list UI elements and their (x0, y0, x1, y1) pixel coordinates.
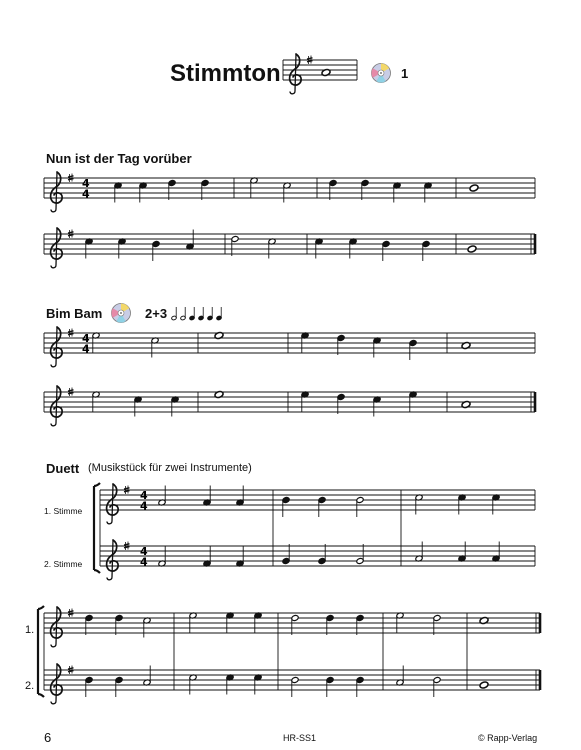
quarter-note (337, 393, 345, 414)
tuning-track-number: 1 (401, 66, 409, 81)
quarter-note (85, 614, 93, 635)
half-note (356, 496, 364, 517)
quarter-note (171, 396, 179, 417)
duett-subtitle: (Musikstück für zwei Instrumente) (88, 462, 252, 474)
svg-text:4: 4 (82, 332, 90, 345)
svg-text:4: 4 (82, 177, 90, 190)
voice-label-1: 1. Stimme (44, 506, 83, 516)
time-signature (140, 545, 148, 569)
half-note (396, 666, 404, 687)
whole-note (469, 184, 479, 192)
quarter-note (282, 496, 290, 517)
svg-text:4: 4 (140, 545, 148, 558)
quarter-note (226, 612, 234, 633)
half-note (189, 674, 197, 695)
half-note (151, 337, 159, 358)
half-note (189, 612, 197, 633)
whole-note (479, 681, 489, 689)
song1-staff-1 (44, 172, 535, 212)
time-signature (82, 332, 90, 356)
voice-label-2: 2. Stimme (44, 559, 83, 569)
quarter-note (114, 182, 122, 203)
quarter-note (326, 676, 334, 697)
half-note (92, 332, 100, 353)
quarter-note (236, 486, 244, 507)
quarter-note (329, 179, 337, 200)
quarter-note (301, 391, 309, 412)
quarter-note (318, 544, 326, 565)
quarter-note (424, 182, 432, 203)
time-signature (82, 177, 90, 201)
quarter-note (361, 179, 369, 200)
cd-icon (112, 304, 131, 323)
quarter-note (356, 614, 364, 635)
song-title-bim-bam: Bim Bam (46, 306, 103, 321)
whole-note (467, 245, 477, 253)
bim-bam-track-number: 2+3 (145, 306, 168, 321)
half-note (268, 238, 276, 259)
half-note (92, 391, 100, 412)
quarter-note (409, 391, 417, 412)
half-note (283, 182, 291, 203)
song1-staff-2 (44, 228, 535, 268)
tuning-title: Stimmton (170, 60, 281, 87)
half-note (415, 494, 423, 515)
cd-icon (372, 64, 391, 83)
svg-text:4: 4 (82, 342, 90, 356)
svg-text:4: 4 (82, 187, 90, 201)
half-note (158, 486, 166, 507)
quarter-note (152, 240, 160, 261)
quarter-note (236, 547, 244, 568)
page-number: 6 (44, 730, 52, 745)
quarter-note (349, 238, 357, 259)
quarter-note (226, 674, 234, 695)
quarter-note (118, 238, 126, 259)
footer-publisher: © Rapp-Verlag (478, 733, 538, 743)
quarter-note (315, 238, 323, 259)
half-note (291, 676, 299, 697)
quarter-note (168, 179, 176, 200)
quarter-note (458, 494, 466, 515)
quarter-note (134, 396, 142, 417)
svg-text:4: 4 (140, 555, 148, 569)
half-note (143, 666, 151, 687)
half-note (415, 542, 423, 563)
system-number-2: 2. (25, 680, 35, 692)
quarter-note (115, 676, 123, 697)
system-bracket (38, 606, 44, 697)
half-note (433, 676, 441, 697)
quarter-note (301, 332, 309, 353)
quarter-note (282, 544, 290, 565)
quarter-note (203, 547, 211, 568)
quarter-note (326, 614, 334, 635)
quarter-note (85, 676, 93, 697)
quarter-note (382, 240, 390, 261)
system-number-1: 1. (25, 624, 35, 636)
quarter-note (254, 612, 262, 633)
quarter-note (492, 542, 500, 563)
half-note (356, 544, 364, 565)
quarter-note (373, 337, 381, 358)
quarter-note (337, 334, 345, 355)
system-bracket (94, 483, 100, 573)
quarter-note (393, 182, 401, 203)
quarter-note (492, 494, 500, 515)
quarter-note (186, 230, 194, 251)
half-note (396, 612, 404, 633)
svg-text:4: 4 (140, 499, 148, 513)
quarter-note (203, 486, 211, 507)
footer-code: HR-SS1 (283, 733, 317, 743)
half-note (250, 177, 258, 198)
time-signature (140, 489, 148, 513)
quarter-note (409, 339, 417, 360)
tuning-staff (283, 54, 357, 94)
quarter-note (115, 614, 123, 635)
rhythm-notes-icon (171, 307, 222, 321)
quarter-note (356, 676, 364, 697)
quarter-note (139, 182, 147, 203)
half-note (433, 614, 441, 635)
song-title-duett: Duett (46, 461, 80, 476)
quarter-note (254, 674, 262, 695)
quarter-note (201, 179, 209, 200)
quarter-note (458, 542, 466, 563)
song-title-nun-ist-der-tag: Nun ist der Tag vorüber (46, 151, 192, 166)
half-note (291, 614, 299, 635)
half-note (158, 547, 166, 568)
half-note (231, 235, 239, 256)
quarter-note (85, 238, 93, 259)
half-note (143, 617, 151, 638)
svg-text:4: 4 (140, 489, 148, 502)
quarter-note (422, 240, 430, 261)
quarter-note (373, 396, 381, 417)
quarter-note (318, 496, 326, 517)
